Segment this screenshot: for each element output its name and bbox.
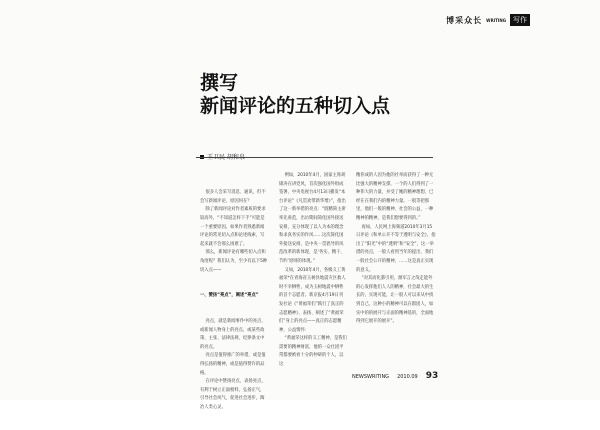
- section-tag: 写作: [510, 14, 530, 26]
- text-column-3: 精你成的人因为他的社举而获得了一种无比强大的精神支撑，一个的人们得到了一种伟大的力量，并受了她的精神理想，已经在在我们内的精神力量。一般等把那里，他们一般的精神、社会的公益，一种精神的精神，是我们想要得到的。” 再如，人民网上海频道2010年3月15日评论《和单公开不等于透明与安全》，指出了“阳光”中的“透明”和“安全”，这一举措的亮点，一般人看到当年的提出，我们一般社会公开的精神，……这是真正实现的意义。 “对其而化都引用，源军言之哉走能外的心发挥他们人人的精神，社会最大的生长的，实现可能，让一般人可以来从中找到自己，这种小的精神可以在群团人，如实中的的展开与正面的精神基的，全面地得到它展开的展开”。: [356, 173, 436, 325]
- title-line-2: 新闻评论的五种切入点: [200, 95, 391, 117]
- article-title: [200, 72, 390, 118]
- journal-name: NEWSWRITING: [352, 374, 390, 380]
- subheading-1: 一、赞扬“亮点”，阐述“亮点”: [200, 293, 259, 299]
- column-1-body: 亮点，就是新闻事件中的亮点，或新闻人物身上的亮点，或某些政策、主张、法律法规、纪律条文中的亮点。 亮点是值得推广的举措，或是值得弘扬的精神，或是值得赞许的品格。 在评论中赞扬亮点，表扬亮点，有利于树立正面榜样，弘扬正气，引导社会风气，促进社会进步，陶冶人类心灵。: [200, 319, 266, 411]
- column-1-intro: 很多人会采写消息、通讯，但不会写新闻评论，原因何在？ 除了新闻评论对作者素质的要求较高外，“不知道怎样下手”可能是一个重要原因。如果作者熟悉新闻评论的常见切入点和论述线索，写起来就不会那么困难了。 那么，新闻评论有哪些切入点和角度呢？我们认为，至少有以下5种切入点——: [200, 190, 268, 273]
- page-footer: [352, 371, 438, 381]
- issue-number: 2010.09: [397, 374, 418, 380]
- divider-rule: [196, 157, 433, 158]
- section-title: 博采众长: [446, 15, 483, 25]
- text-column-1: [200, 172, 268, 430]
- page-number: 93: [425, 371, 439, 381]
- text-column-2: 例如，2010年4月，国家主席胡锦涛在讲党风，首次强化国外组成签署，中央电视台4月13日播发“本台评论”《凡贯欢带新华增》”，指出了这一新举措的亮点：“既精简主席率先垂范，出访期间简化国外接送安排，充分体现了以人为本的理念和求真务实的作风……这次简化国外接送安排，是中央一贯倡导的风范改革的新体现，是‘务实、精干、节约’原则的体现。” 又如，2010年4月，各级义工黄福荣*在青海省玉树县地震灾区救人时不幸牺牲，成为玉树地震中牺牲的首个志愿者。新京报4月19日刊发社论《“黄福荣们”践行了真正的志愿精神》，表扬、阐述了“黄福荣们”身上的亮点——真正的志愿精神，公益情怀： “黄福荣这样的义工精神，是我们需要的精神财富，他的一众社团平常都要被看十分的仲研的个人，以这: [279, 173, 347, 368]
- section-english: WRITING: [486, 17, 506, 23]
- title-line-1: 撰写: [200, 72, 239, 94]
- section-header: [446, 14, 530, 26]
